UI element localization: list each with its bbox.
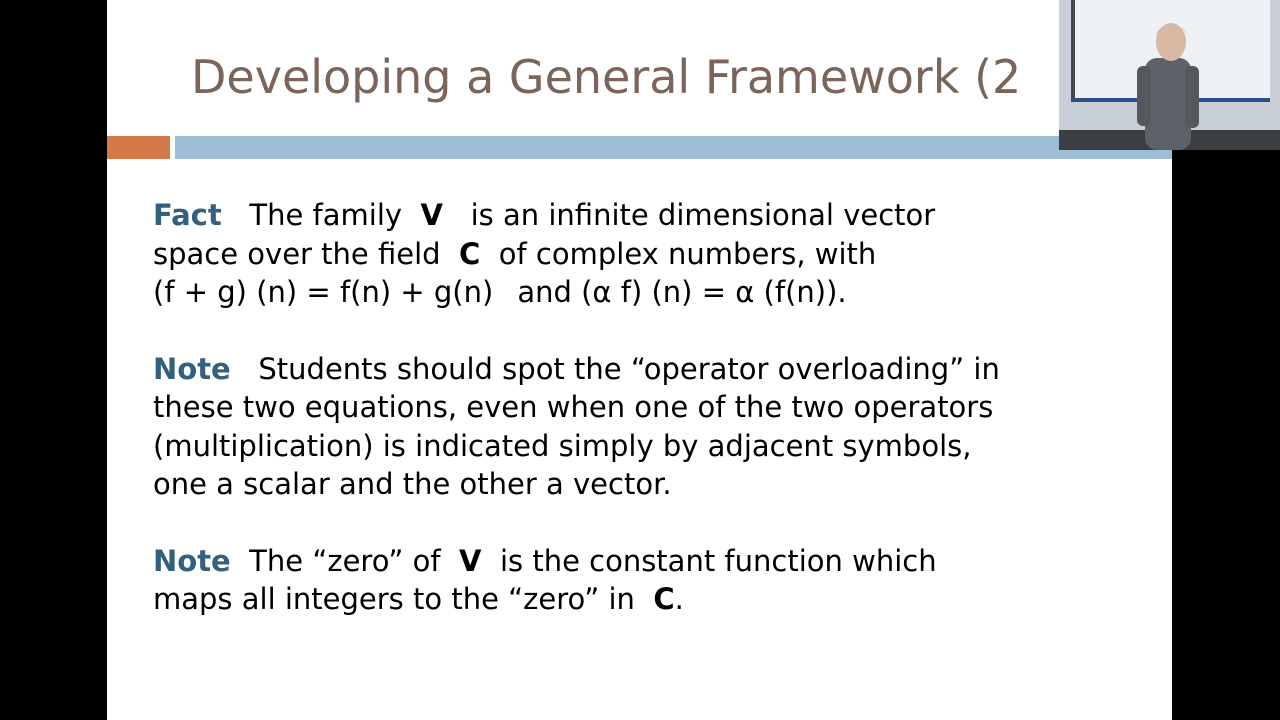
note1-line-3: (multiplication) is indicated simply by adjacent symbols, xyxy=(153,428,972,463)
fact-line-1-post: is an infinite dimensional vector xyxy=(470,198,936,232)
note2-line-2-post: . xyxy=(674,582,684,616)
fact-line-1 xyxy=(153,196,1143,235)
fact-label: Fact xyxy=(153,198,222,232)
note-zero-vector xyxy=(153,542,1143,619)
note2-line-2-pre: maps all integers to the “zero” in xyxy=(153,582,635,616)
note2-line-1-pre: The “zero” of xyxy=(249,543,441,578)
note2-line-1-post: is the constant function which xyxy=(499,543,937,578)
note-operator-overloading xyxy=(153,350,1143,504)
vector-space-symbol-2: V xyxy=(459,543,482,578)
fact-paragraph xyxy=(153,196,1143,312)
slide-title: Developing a General Framework (2 xyxy=(191,50,1022,104)
scalar-multiplication-equation: and (α f) (n) = α (f(n)). xyxy=(517,275,847,309)
fact-line-1-pre: The family xyxy=(249,198,403,232)
fact-line-2 xyxy=(153,235,1143,274)
note1-line-1-text: Students should spot the “operator overloading” in xyxy=(258,351,1000,386)
slide-body xyxy=(153,196,1143,657)
note2-label: Note xyxy=(153,543,231,578)
note1-label: Note xyxy=(153,351,231,386)
complex-field-symbol-2: C xyxy=(653,582,675,616)
note1-line-2: these two equations, even when one of the two operators xyxy=(153,390,994,424)
addition-equation: (f + g) (n) = f(n) + g(n) xyxy=(153,275,494,309)
note2-line-2 xyxy=(153,580,1143,619)
title-accent-orange-bar xyxy=(107,136,170,159)
complex-field-symbol: C xyxy=(459,236,481,271)
note1-line-4: one a scalar and the other a vector. xyxy=(153,467,672,501)
fact-line-2-pre: space over the field xyxy=(153,236,441,271)
note2-line-1 xyxy=(153,542,1143,581)
fact-line-2-post: of complex numbers, with xyxy=(498,236,877,271)
slide xyxy=(107,0,1172,720)
lecturer-camera-inset xyxy=(1059,0,1280,150)
note1-line-1 xyxy=(153,350,1143,389)
lecturer-figure xyxy=(1127,14,1207,150)
title-accent-blue-bar xyxy=(175,136,1172,159)
vector-space-symbol: V xyxy=(420,198,443,232)
fact-line-3 xyxy=(153,273,1143,312)
